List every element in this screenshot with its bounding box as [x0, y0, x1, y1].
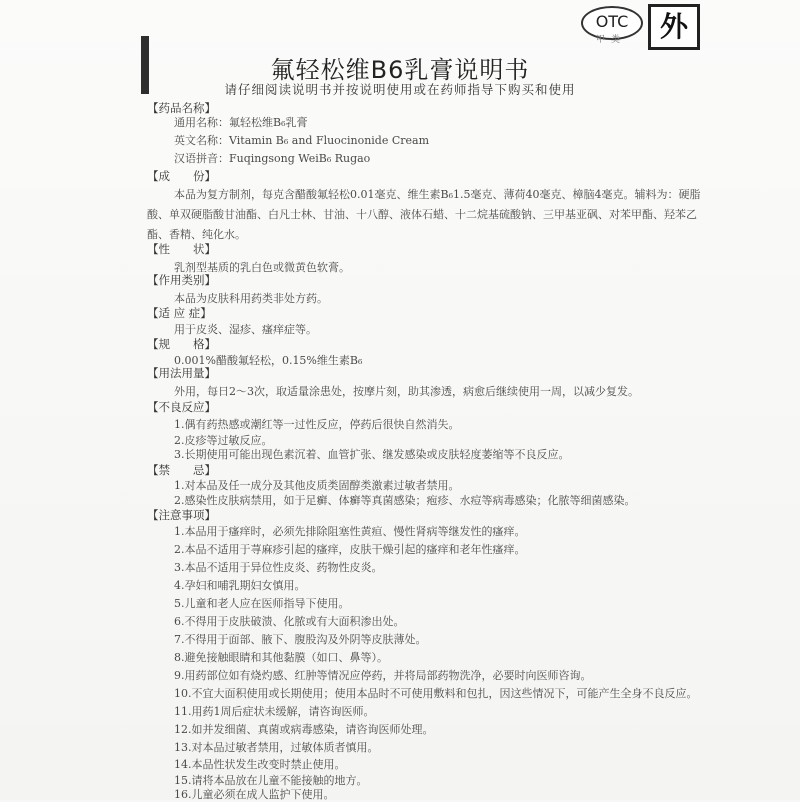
section-heading: 【性 状】 [147, 242, 216, 256]
page-title: 氟轻松维B6乳膏说明书 [270, 56, 530, 84]
text-line: 9.用药部位如有烧灼感、红肿等情况应停药，并将局部药物洗净，必要时向医师咨询。 [174, 669, 592, 682]
text-line: 本品为皮肤科用药类非处方药。 [174, 292, 328, 305]
section-heading: 【成 份】 [147, 169, 216, 183]
text-line: 2.皮疹等过敏反应。 [174, 434, 273, 447]
text-line: 4.孕妇和哺乳期妇女慎用。 [174, 579, 306, 592]
text-line: 7.不得用于面部、腋下、腹股沟及外阴等皮肤薄处。 [174, 633, 427, 646]
text-line: 酸、单双硬脂酸甘油酯、白凡士林、甘油、十八醇、液体石蜡、十二烷基硫酸钠、三甲基亚砜、对苯甲酯、羟苯乙 [147, 208, 697, 221]
section-heading: 【作用类别】 [147, 273, 216, 287]
external-use-badge: 外 [648, 4, 700, 50]
text-line: 11.用药1周后症状未缓解，请咨询医师。 [174, 705, 375, 718]
text-line: 汉语拼音：Fuqingsong WeiB₆ Rugao [174, 152, 371, 165]
section-heading: 【用法用量】 [147, 366, 216, 380]
text-line: 1.偶有药热感或潮红等一过性反应，停药后很快自然消失。 [174, 418, 460, 431]
section-heading: 【适 应 症】 [147, 306, 212, 320]
text-line: 10.不宜大面积使用或长期使用；使用本品时不可使用敷料和包扎，因这些情况下，可能产生全身不良反应。 [174, 687, 698, 700]
text-line: 14.本品性状发生改变时禁止使用。 [174, 758, 346, 771]
otc-class-label: 甲类 [596, 35, 627, 45]
page-subtitle: 请仔细阅读说明书并按说明使用或在药师指导下购买和使用 [224, 82, 576, 97]
text-line: 2.感染性皮肤病禁用，如于足癣、体癣等真菌感染；疱疹、水痘等病毒感染；化脓等细菌感染。 [174, 494, 636, 507]
text-line: 3.本品不适用于异位性皮炎、药物性皮炎。 [174, 561, 383, 574]
text-line: 用于皮炎、湿疹、瘙痒症等。 [174, 323, 317, 336]
otc-badge: OTC [581, 6, 643, 40]
text-line: 0.001%醋酸氟轻松，0.15%维生素B₆ [174, 354, 363, 367]
text-line: 酯、香精、纯化水。 [147, 228, 246, 241]
text-line: 本品为复方制剂，每克含醋酸氟轻松0.01毫克、维生素B₆1.5毫克、薄荷40毫克、樟脑4毫克。辅料为：硬脂 [174, 188, 701, 201]
text-line: 15.请将本品放在儿童不能接触的地方。 [174, 774, 368, 787]
text-line: 外用，每日2～3次，取适量涂患处，按摩片刻，助其渗透，病愈后继续使用一周，以减少复发。 [174, 385, 639, 398]
section-heading: 【不良反应】 [147, 400, 216, 414]
section-heading: 【药品名称】 [147, 101, 216, 115]
section-heading: 【禁 忌】 [147, 463, 216, 477]
text-line: 通用名称：氟轻松维B₆乳膏 [174, 116, 308, 129]
text-line: 8.避免接触眼睛和其他黏膜（如口、鼻等）。 [174, 651, 388, 664]
text-line: 3.长期使用可能出现色素沉着、血管扩张、继发感染或皮肤轻度萎缩等不良反应。 [174, 448, 570, 461]
text-line: 13.对本品过敏者禁用，过敏体质者慎用。 [174, 741, 379, 754]
text-line: 16.儿童必须在成人监护下使用。 [174, 788, 335, 801]
text-line: 2.本品不适用于荨麻疹引起的瘙痒，皮肤干燥引起的瘙痒和老年性瘙痒。 [174, 543, 526, 556]
text-line: 6.不得用于皮肤破溃、化脓或有大面积渗出处。 [174, 615, 405, 628]
text-line: 1.本品用于瘙痒时，必须先排除阻塞性黄疸、慢性肾病等继发性的瘙痒。 [174, 525, 526, 538]
text-line: 英文名称：Vitamin B₆ and Fluocinonide Cream [174, 134, 430, 147]
section-heading: 【注意事项】 [147, 508, 216, 522]
text-line: 1.对本品及任一成分及其他皮质类固醇类激素过敏者禁用。 [174, 479, 460, 492]
text-line: 5.儿童和老人应在医师指导下使用。 [174, 597, 350, 610]
text-line: 12.如并发细菌、真菌或病毒感染，请咨询医师处理。 [174, 723, 434, 736]
section-heading: 【规 格】 [147, 337, 216, 351]
text-line: 乳剂型基质的乳白色或微黄色软膏。 [174, 261, 350, 274]
